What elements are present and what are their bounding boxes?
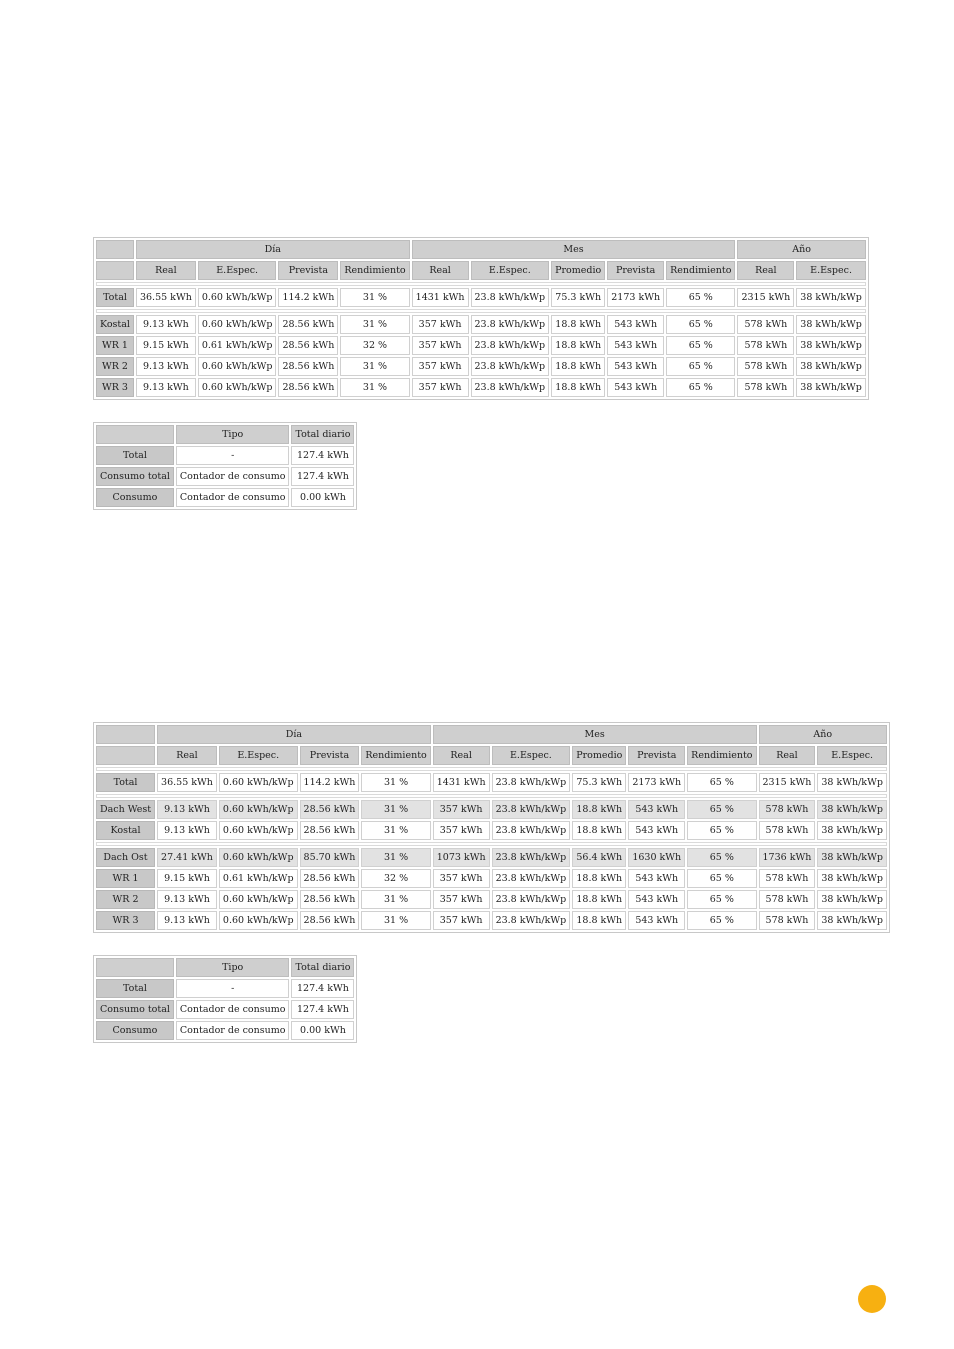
cell: 2315 kWh <box>737 288 794 307</box>
cell: 357 kWh <box>433 869 490 888</box>
cell: 578 kWh <box>759 800 816 819</box>
corner-cell <box>96 240 134 259</box>
row-label: Dach West <box>96 800 155 819</box>
cell: 578 kWh <box>759 890 816 909</box>
cell: 1073 kWh <box>433 848 490 867</box>
yield-table-inverters <box>93 237 869 400</box>
cell: 38 kWh/kWp <box>796 315 866 334</box>
row-label: WR 1 <box>96 336 134 355</box>
cell: 32 % <box>361 869 430 888</box>
column-header-row <box>96 746 887 765</box>
column-header: Promedio <box>572 746 626 765</box>
cell: 1630 kWh <box>628 848 685 867</box>
cell: 1431 kWh <box>412 288 469 307</box>
cell: 65 % <box>666 378 735 397</box>
column-header-row <box>96 425 354 444</box>
corner-cell <box>96 725 155 744</box>
cell: 9.13 kWh <box>157 821 217 840</box>
column-header: Promedio <box>551 261 605 280</box>
row-label: Dach Ost <box>96 848 155 867</box>
cell: 0.60 kWh/kWp <box>219 890 298 909</box>
cell: 65 % <box>687 800 756 819</box>
table-row <box>96 467 354 486</box>
cell: 0.00 kWh <box>291 1021 354 1040</box>
cell: 23.8 kWh/kWp <box>471 357 550 376</box>
page-marker-dot <box>858 1285 886 1313</box>
cell: 31 % <box>361 773 430 792</box>
group-header-day: Día <box>157 725 431 744</box>
cell: Contador de consumo <box>176 1021 290 1040</box>
cell: 543 kWh <box>628 800 685 819</box>
table-row <box>96 890 887 909</box>
cell: 2315 kWh <box>759 773 816 792</box>
column-header: Real <box>759 746 816 765</box>
column-header: Prevista <box>300 746 360 765</box>
row-label: Consumo total <box>96 467 174 486</box>
cell: 18.8 kWh <box>572 869 626 888</box>
table-row <box>96 869 887 888</box>
cell: 543 kWh <box>628 821 685 840</box>
row-label: Kostal <box>96 315 134 334</box>
corner-cell <box>96 958 174 977</box>
cell: 18.8 kWh <box>551 378 605 397</box>
column-header: Real <box>157 746 217 765</box>
cell: - <box>176 446 290 465</box>
cell: 578 kWh <box>759 821 816 840</box>
row-label: Consumo total <box>96 1000 174 1019</box>
table-row <box>96 357 866 376</box>
cell: 65 % <box>687 821 756 840</box>
yield-table-groups <box>93 722 890 933</box>
row-label: Total <box>96 773 155 792</box>
group-row <box>96 800 887 819</box>
cell: 9.13 kWh <box>157 911 217 930</box>
column-header: Prevista <box>607 261 664 280</box>
column-header: Rendimiento <box>666 261 735 280</box>
cell: 578 kWh <box>737 336 794 355</box>
cell: 578 kWh <box>737 378 794 397</box>
column-header: Real <box>136 261 196 280</box>
cell: 578 kWh <box>759 869 816 888</box>
consumption-table <box>93 955 357 1043</box>
cell: 543 kWh <box>628 911 685 930</box>
table-row <box>96 315 866 334</box>
cell: 23.8 kWh/kWp <box>471 315 550 334</box>
row-separator <box>96 794 887 798</box>
table-row <box>96 446 354 465</box>
cell: 28.56 kWh <box>278 336 338 355</box>
column-header: E.Espec. <box>492 746 571 765</box>
column-header: Rendimiento <box>687 746 756 765</box>
cell: 127.4 kWh <box>291 979 354 998</box>
cell: 38 kWh/kWp <box>817 869 887 888</box>
cell: 18.8 kWh <box>551 315 605 334</box>
total-row <box>96 773 887 792</box>
cell: 28.56 kWh <box>278 378 338 397</box>
row-separator <box>96 767 887 771</box>
column-header-row <box>96 958 354 977</box>
cell: 38 kWh/kWp <box>796 336 866 355</box>
cell: 127.4 kWh <box>291 467 354 486</box>
cell: 0.60 kWh/kWp <box>198 357 277 376</box>
cell: - <box>176 979 290 998</box>
cell: 543 kWh <box>607 315 664 334</box>
cell: 65 % <box>666 336 735 355</box>
table-row <box>96 1021 354 1040</box>
cell: 0.60 kWh/kWp <box>198 378 277 397</box>
corner-cell <box>96 425 174 444</box>
row-label: WR 2 <box>96 890 155 909</box>
cell: 38 kWh/kWp <box>817 890 887 909</box>
table-row <box>96 1000 354 1019</box>
column-header: Tipo <box>176 425 290 444</box>
cell: 65 % <box>687 869 756 888</box>
cell: 9.13 kWh <box>157 890 217 909</box>
table-row <box>96 336 866 355</box>
column-header: Prevista <box>278 261 338 280</box>
column-header: Real <box>412 261 469 280</box>
cell: 578 kWh <box>737 357 794 376</box>
table-row <box>96 821 887 840</box>
cell: Contador de consumo <box>176 1000 290 1019</box>
cell: 65 % <box>687 848 756 867</box>
cell: 31 % <box>361 848 430 867</box>
consumption-table <box>93 422 357 510</box>
cell: 543 kWh <box>607 357 664 376</box>
cell: 9.13 kWh <box>136 357 196 376</box>
cell: 36.55 kWh <box>136 288 196 307</box>
group-header-day: Día <box>136 240 410 259</box>
cell: 18.8 kWh <box>551 357 605 376</box>
cell: 9.15 kWh <box>136 336 196 355</box>
group-row <box>96 848 887 867</box>
cell: 114.2 kWh <box>278 288 338 307</box>
cell: 357 kWh <box>412 336 469 355</box>
cell: 543 kWh <box>628 890 685 909</box>
cell: 18.8 kWh <box>572 890 626 909</box>
cell: 114.2 kWh <box>300 773 360 792</box>
group-header-month: Mes <box>433 725 757 744</box>
cell: 32 % <box>340 336 409 355</box>
row-label: Total <box>96 979 174 998</box>
row-label: Total <box>96 288 134 307</box>
cell: 65 % <box>687 911 756 930</box>
column-header-row <box>96 261 866 280</box>
cell: 23.8 kWh/kWp <box>492 800 571 819</box>
cell: 9.13 kWh <box>136 315 196 334</box>
cell: 38 kWh/kWp <box>796 357 866 376</box>
group-header-year: Año <box>759 725 887 744</box>
cell: 38 kWh/kWp <box>796 378 866 397</box>
cell: 543 kWh <box>607 336 664 355</box>
cell: 18.8 kWh <box>572 821 626 840</box>
cell: 357 kWh <box>412 315 469 334</box>
row-label: WR 3 <box>96 378 134 397</box>
column-header: E.Espec. <box>817 746 887 765</box>
cell: 0.60 kWh/kWp <box>198 288 277 307</box>
cell: 0.61 kWh/kWp <box>219 869 298 888</box>
cell: 56.4 kWh <box>572 848 626 867</box>
cell: 2173 kWh <box>628 773 685 792</box>
cell: 31 % <box>340 288 409 307</box>
cell: 27.41 kWh <box>157 848 217 867</box>
cell: 23.8 kWh/kWp <box>492 848 571 867</box>
cell: 18.8 kWh <box>572 800 626 819</box>
row-separator <box>96 842 887 846</box>
row-label: WR 1 <box>96 869 155 888</box>
cell: 31 % <box>361 821 430 840</box>
cell: 75.3 kWh <box>551 288 605 307</box>
cell: 31 % <box>340 315 409 334</box>
cell: 23.8 kWh/kWp <box>492 911 571 930</box>
cell: 357 kWh <box>433 911 490 930</box>
cell: Contador de consumo <box>176 467 290 486</box>
cell: 9.15 kWh <box>157 869 217 888</box>
cell: 357 kWh <box>433 890 490 909</box>
cell: 28.56 kWh <box>300 890 360 909</box>
cell: 31 % <box>361 800 430 819</box>
cell: 18.8 kWh <box>551 336 605 355</box>
cell: 357 kWh <box>412 357 469 376</box>
cell: 23.8 kWh/kWp <box>492 869 571 888</box>
cell: 127.4 kWh <box>291 446 354 465</box>
cell: 23.8 kWh/kWp <box>471 288 550 307</box>
cell: 23.8 kWh/kWp <box>492 890 571 909</box>
cell: 578 kWh <box>759 911 816 930</box>
group-header-year: Año <box>737 240 865 259</box>
total-row <box>96 288 866 307</box>
cell: 28.56 kWh <box>300 911 360 930</box>
cell: 357 kWh <box>433 800 490 819</box>
table-row <box>96 378 866 397</box>
cell: 31 % <box>361 911 430 930</box>
column-header: E.Espec. <box>198 261 277 280</box>
cell: 38 kWh/kWp <box>817 911 887 930</box>
row-separator <box>96 309 866 313</box>
cell: 65 % <box>687 773 756 792</box>
column-header: Total diario <box>291 425 354 444</box>
cell: 65 % <box>666 288 735 307</box>
corner-cell <box>96 746 155 765</box>
cell: 23.8 kWh/kWp <box>471 336 550 355</box>
cell: 1431 kWh <box>433 773 490 792</box>
row-label: Consumo <box>96 488 174 507</box>
column-header: Total diario <box>291 958 354 977</box>
cell: 0.00 kWh <box>291 488 354 507</box>
row-label: Consumo <box>96 1021 174 1040</box>
cell: 75.3 kWh <box>572 773 626 792</box>
column-header: E.Espec. <box>471 261 550 280</box>
cell: 543 kWh <box>607 378 664 397</box>
cell: Contador de consumo <box>176 488 290 507</box>
cell: 28.56 kWh <box>278 357 338 376</box>
table-row <box>96 979 354 998</box>
column-header: E.Espec. <box>796 261 866 280</box>
row-label: WR 2 <box>96 357 134 376</box>
cell: 28.56 kWh <box>300 821 360 840</box>
row-label: Total <box>96 446 174 465</box>
cell: 28.56 kWh <box>300 869 360 888</box>
cell: 2173 kWh <box>607 288 664 307</box>
cell: 65 % <box>666 357 735 376</box>
cell: 28.56 kWh <box>300 800 360 819</box>
cell: 578 kWh <box>737 315 794 334</box>
cell: 23.8 kWh/kWp <box>492 773 571 792</box>
cell: 38 kWh/kWp <box>817 821 887 840</box>
cell: 23.8 kWh/kWp <box>471 378 550 397</box>
column-header: Real <box>737 261 794 280</box>
column-header: E.Espec. <box>219 746 298 765</box>
cell: 38 kWh/kWp <box>817 848 887 867</box>
table-row <box>96 488 354 507</box>
cell: 38 kWh/kWp <box>796 288 866 307</box>
cell: 38 kWh/kWp <box>817 773 887 792</box>
cell: 85.70 kWh <box>300 848 360 867</box>
cell: 9.13 kWh <box>157 800 217 819</box>
cell: 18.8 kWh <box>572 911 626 930</box>
cell: 543 kWh <box>628 869 685 888</box>
cell: 31 % <box>361 890 430 909</box>
group-header-month: Mes <box>412 240 736 259</box>
cell: 0.60 kWh/kWp <box>198 315 277 334</box>
column-header: Prevista <box>628 746 685 765</box>
cell: 36.55 kWh <box>157 773 217 792</box>
cell: 31 % <box>340 378 409 397</box>
cell: 0.60 kWh/kWp <box>219 821 298 840</box>
cell: 0.61 kWh/kWp <box>198 336 277 355</box>
cell: 0.60 kWh/kWp <box>219 773 298 792</box>
column-header: Real <box>433 746 490 765</box>
row-separator <box>96 282 866 286</box>
cell: 357 kWh <box>412 378 469 397</box>
cell: 9.13 kWh <box>136 378 196 397</box>
cell: 23.8 kWh/kWp <box>492 821 571 840</box>
column-header: Rendimiento <box>340 261 409 280</box>
cell: 65 % <box>687 890 756 909</box>
cell: 31 % <box>340 357 409 376</box>
cell: 0.60 kWh/kWp <box>219 848 298 867</box>
cell: 28.56 kWh <box>278 315 338 334</box>
cell: 127.4 kWh <box>291 1000 354 1019</box>
cell: 0.60 kWh/kWp <box>219 911 298 930</box>
table-row <box>96 911 887 930</box>
row-label: Kostal <box>96 821 155 840</box>
row-label: WR 3 <box>96 911 155 930</box>
cell: 38 kWh/kWp <box>817 800 887 819</box>
column-header: Tipo <box>176 958 290 977</box>
cell: 1736 kWh <box>759 848 816 867</box>
cell: 65 % <box>666 315 735 334</box>
cell: 357 kWh <box>433 821 490 840</box>
cell: 0.60 kWh/kWp <box>219 800 298 819</box>
column-header: Rendimiento <box>361 746 430 765</box>
corner-cell <box>96 261 134 280</box>
